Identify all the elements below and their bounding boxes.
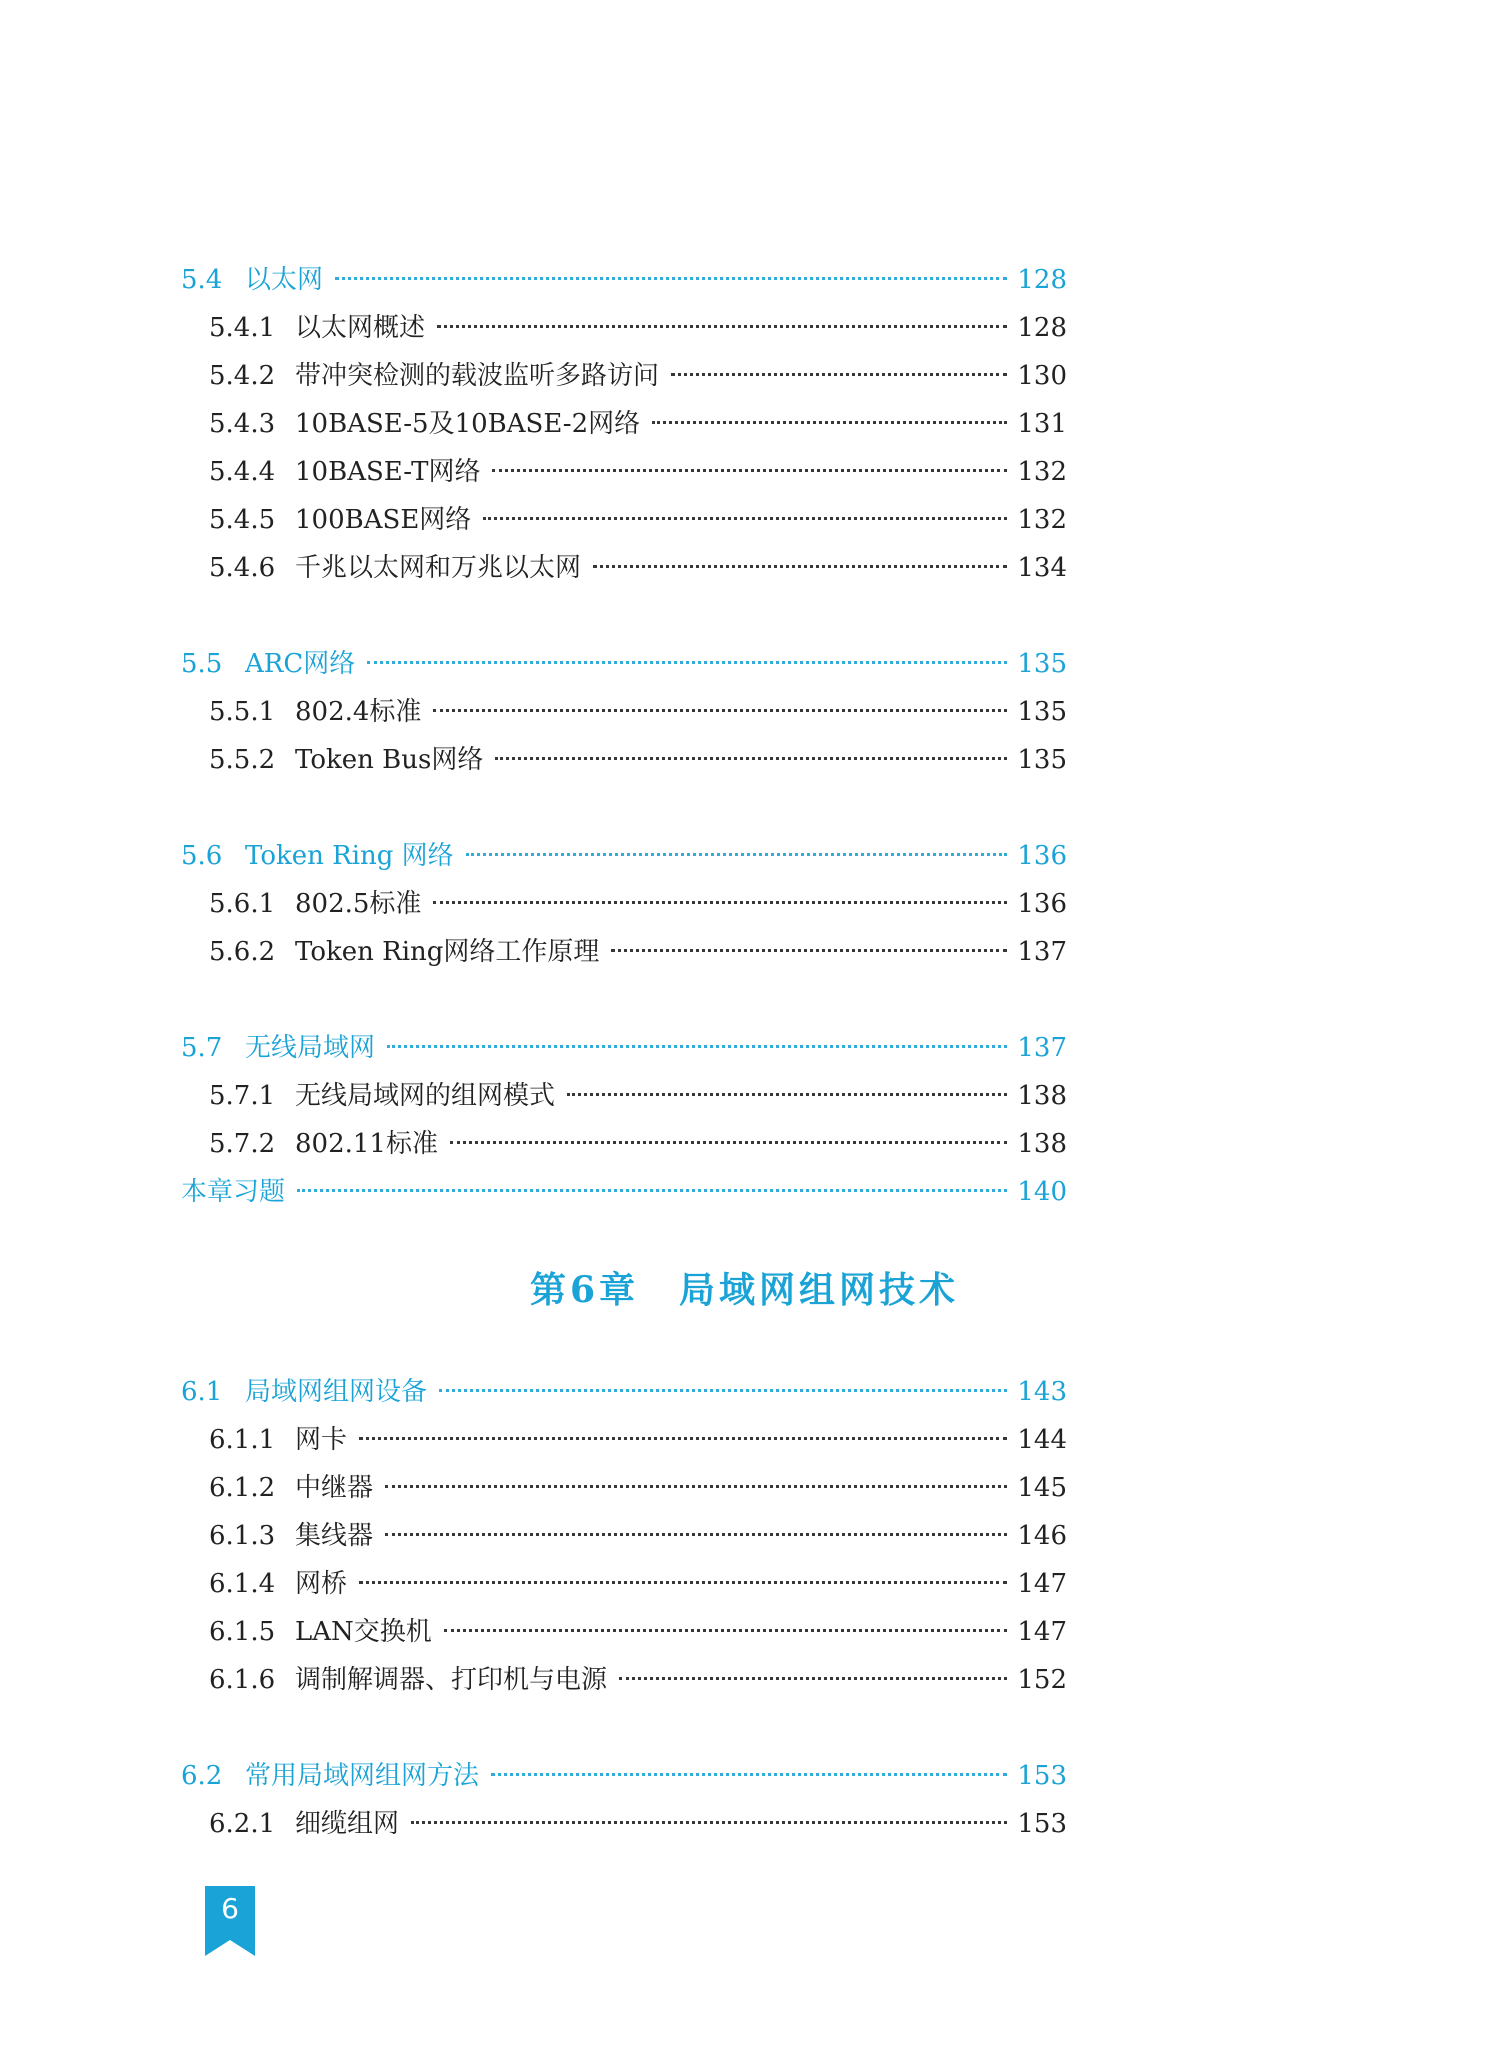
entry-page: 147 [1017,1569,1067,1599]
dot-leader [359,1581,1007,1584]
entry-number: 5.7 [181,1033,223,1063]
entry-page: 134 [1017,553,1067,583]
toc-entry-5-5-1[interactable] [209,692,1067,732]
toc-entry-6-1-6[interactable] [209,1660,1067,1700]
dot-leader [385,1533,1007,1536]
entry-title: 网卡 [295,1425,348,1455]
dot-leader [491,1773,1007,1776]
entry-number: 6.2.1 [209,1809,276,1839]
entry-number: 5.4 [181,265,223,295]
toc-entry-exercises[interactable] [181,1172,1067,1212]
entry-title: 中继器 [295,1473,374,1503]
entry-number: 5.4.6 [209,553,276,583]
entry-number: 6.1.1 [209,1425,276,1455]
entry-page: 153 [1017,1761,1067,1791]
dot-leader [483,517,1007,520]
entry-page: 132 [1017,457,1067,487]
entry-number: 5.4.4 [209,457,276,487]
page-number: 6 [221,1892,239,1925]
dot-leader [652,421,1007,424]
dot-leader [367,661,1007,664]
entry-page: 145 [1017,1473,1067,1503]
toc-entry-5-4-2[interactable] [209,356,1067,396]
entry-title: 千兆以太网和万兆以太网 [295,553,582,583]
entry-page: 135 [1017,649,1067,679]
entry-number: 6.1.4 [209,1569,276,1599]
toc-entry-5-7[interactable] [181,1028,1067,1068]
entry-page: 130 [1017,361,1067,391]
entry-title: 本章习题 [181,1177,286,1207]
entry-number: 5.6.1 [209,889,276,919]
entry-page: 137 [1017,1033,1067,1063]
entry-page: 135 [1017,697,1067,727]
entry-page: 153 [1017,1809,1067,1839]
entry-number: 6.1.3 [209,1521,276,1551]
entry-page: 128 [1017,313,1067,343]
toc-entry-6-1-1[interactable] [209,1420,1067,1460]
toc-entry-5-6-1[interactable] [209,884,1067,924]
dot-leader [593,565,1007,568]
dot-leader [567,1093,1007,1096]
entry-number: 6.1 [181,1377,223,1407]
entry-page: 131 [1017,409,1067,439]
entry-title: ARC网络 [245,649,356,679]
entry-page: 144 [1017,1425,1067,1455]
entry-number: 5.4.1 [209,313,276,343]
toc-entry-6-2[interactable] [181,1756,1067,1796]
entry-page: 136 [1017,889,1067,919]
entry-number: 6.1.5 [209,1617,276,1647]
entry-title: 网桥 [295,1569,348,1599]
toc-entry-5-4-6[interactable] [209,548,1067,588]
entry-title: 带冲突检测的载波监听多路访问 [295,361,660,391]
entry-number: 5.5.1 [209,697,276,727]
toc-entry-6-2-1[interactable] [209,1804,1067,1844]
entry-page: 138 [1017,1129,1067,1159]
dot-leader [387,1045,1007,1048]
entry-page: 132 [1017,505,1067,535]
dot-leader [492,469,1007,472]
chapter-heading [0,1262,1489,1313]
entry-page: 135 [1017,745,1067,775]
toc-entry-5-6-2[interactable] [209,932,1067,972]
dot-leader [450,1141,1007,1144]
entry-title: 802.11标准 [295,1129,438,1159]
dot-leader [385,1485,1007,1488]
entry-number: 5.6.2 [209,937,276,967]
dot-leader [433,901,1007,904]
dot-leader [335,277,1007,280]
toc-entry-6-1-2[interactable] [209,1468,1067,1508]
entry-title: 无线局域网 [245,1033,376,1063]
entry-page: 128 [1017,265,1067,295]
toc-entry-6-1-3[interactable] [209,1516,1067,1556]
entry-title: 802.4标准 [295,697,422,727]
entry-title: 局域网组网设备 [245,1377,428,1407]
toc-entry-5-4-3[interactable] [209,404,1067,444]
dot-leader [466,853,1008,856]
entry-title: 802.5标准 [295,889,422,919]
toc-entry-5-6[interactable] [181,836,1067,876]
entry-number: 5.7.1 [209,1081,276,1111]
chapter-title: 局域网组网技术 [679,1269,960,1311]
entry-title: 细缆组网 [295,1809,400,1839]
entry-page: 138 [1017,1081,1067,1111]
dot-leader [495,757,1007,760]
entry-number: 5.5.2 [209,745,276,775]
entry-title: Token Ring网络工作原理 [295,937,600,967]
toc-entry-5-4[interactable] [181,260,1067,300]
entry-number: 6.1.6 [209,1665,276,1695]
dot-leader [439,1389,1007,1392]
page-number-badge [205,1886,255,1956]
toc-entry-5-7-2[interactable] [209,1124,1067,1164]
dot-leader [444,1629,1008,1632]
entry-title: 10BASE-T网络 [295,457,481,487]
entry-title: 以太网概述 [295,313,426,343]
entry-number: 5.5 [181,649,223,679]
entry-number: 5.7.2 [209,1129,276,1159]
toc-entry-5-7-1[interactable] [209,1076,1067,1116]
entry-page: 136 [1017,841,1067,871]
entry-title: 集线器 [295,1521,374,1551]
entry-title: Token Bus网络 [295,745,484,775]
entry-page: 140 [1017,1177,1067,1207]
toc-entry-6-1[interactable] [181,1372,1067,1412]
entry-title: 常用局域网组网方法 [245,1761,480,1791]
dot-leader [671,373,1007,376]
entry-title: 10BASE-5及10BASE-2网络 [295,409,641,439]
dot-leader [411,1821,1007,1824]
entry-page: 152 [1017,1665,1067,1695]
entry-number: 5.4.5 [209,505,276,535]
entry-title: 调制解调器、打印机与电源 [295,1665,608,1695]
toc-entry-5-5-2[interactable] [209,740,1067,780]
entry-number: 5.6 [181,841,223,871]
entry-number: 5.4.2 [209,361,276,391]
toc-entry-5-4-1[interactable] [209,308,1067,348]
toc-entry-6-1-4[interactable] [209,1564,1067,1604]
entry-title: 100BASE网络 [295,505,472,535]
toc-entry-5-5[interactable] [181,644,1067,684]
dot-leader [437,325,1007,328]
entry-page: 137 [1017,937,1067,967]
toc-entry-5-4-4[interactable] [209,452,1067,492]
entry-title: Token Ring 网络 [245,841,454,871]
entry-page: 147 [1017,1617,1067,1647]
dot-leader [359,1437,1007,1440]
entry-page: 146 [1017,1521,1067,1551]
dot-leader [611,949,1007,952]
entry-number: 5.4.3 [209,409,276,439]
dot-leader [297,1189,1007,1192]
entry-number: 6.1.2 [209,1473,276,1503]
entry-title: 以太网 [245,265,324,295]
dot-leader [619,1677,1007,1680]
entry-title: 无线局域网的组网模式 [295,1081,556,1111]
toc-entry-6-1-5[interactable] [209,1612,1067,1652]
toc-entry-5-4-5[interactable] [209,500,1067,540]
dot-leader [433,709,1007,712]
entry-page: 143 [1017,1377,1067,1407]
entry-title: LAN交换机 [295,1617,432,1647]
entry-number: 6.2 [181,1761,223,1791]
chapter-label: 第6章 [529,1269,640,1311]
